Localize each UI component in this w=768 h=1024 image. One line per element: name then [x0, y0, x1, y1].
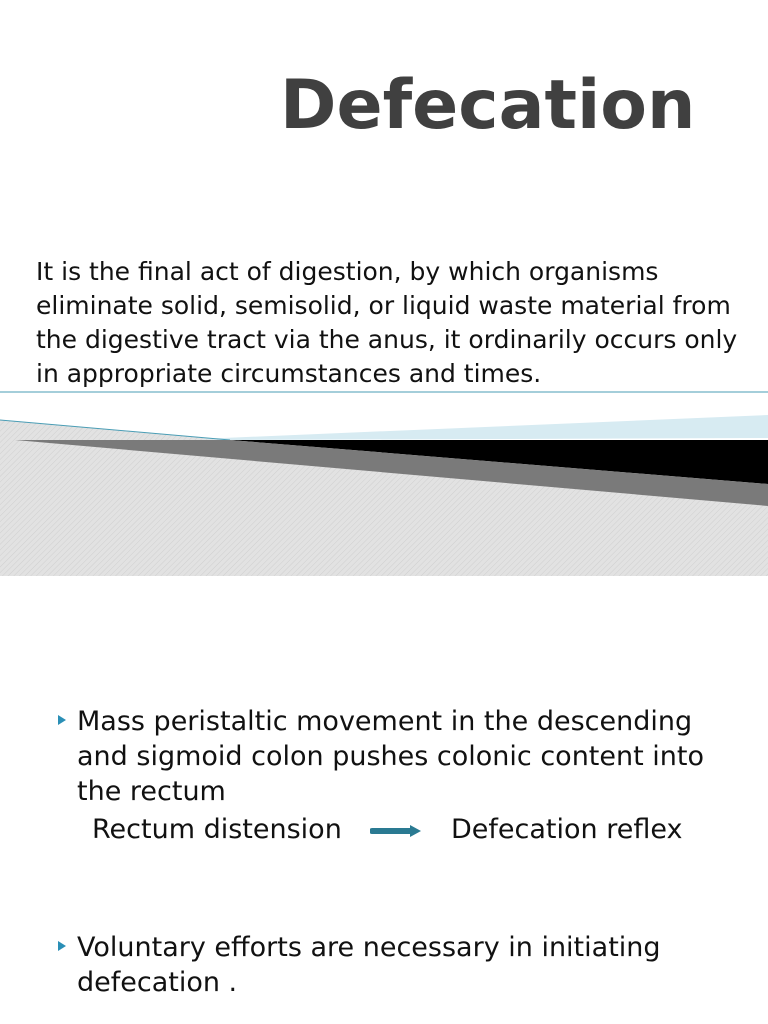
flow-diagram	[92, 812, 682, 847]
slide-defecation-mechanism	[0, 576, 768, 1024]
bullet-arrow-icon	[58, 941, 66, 951]
flow-from: Rectum distension	[92, 814, 342, 845]
flow-to: Defecation reflex	[451, 814, 683, 845]
slide-decoration	[0, 380, 768, 576]
slide-title: Defecation	[280, 66, 696, 145]
bullet-text: Mass peristaltic movement in the descending and sigmoid colon pushes colonic content into the rectum	[77, 706, 704, 807]
list-item	[58, 704, 737, 809]
definition-text: It is the final act of digestion, by which organisms eliminate solid, semisolid, or liquid waste material from the digestive tract via the anus, it ordinarily occurs only in appropriate circumstances and times.	[36, 257, 738, 388]
right-arrow-icon	[370, 824, 422, 838]
list-item	[58, 930, 737, 1000]
bullet-arrow-icon	[58, 715, 66, 725]
bullet-text: Voluntary efforts are necessary in initiating defecation .	[77, 932, 661, 998]
